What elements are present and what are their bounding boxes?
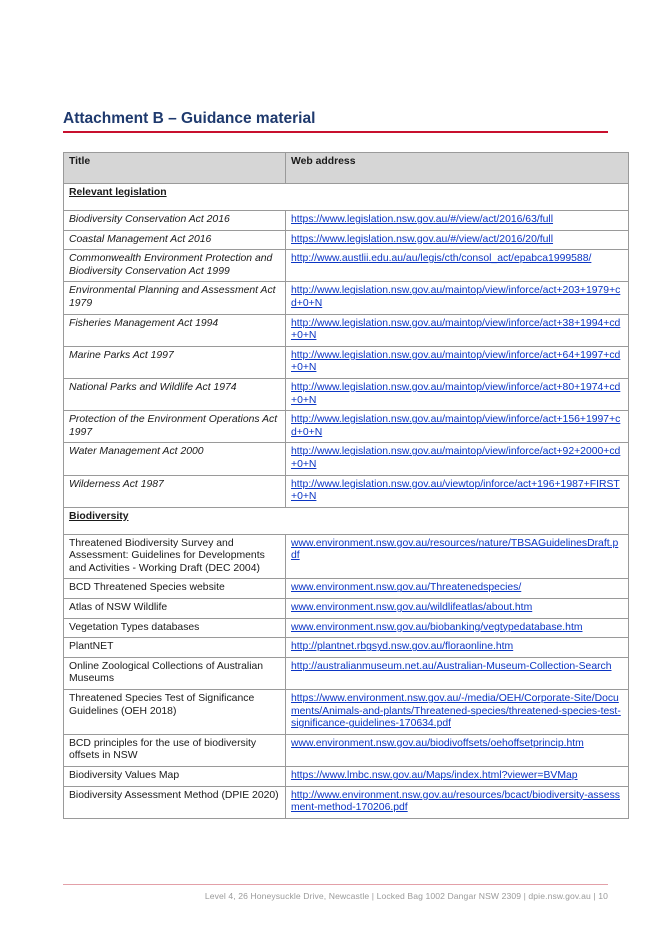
- row-web-address: [286, 767, 629, 787]
- relevant-legislation-heading: Relevant legislation: [64, 184, 629, 211]
- table-row: [64, 638, 629, 658]
- web-address-link[interactable]: http://www.environment.nsw.gov.au/resources/bcact/biodiversity-assessment-method-170206.pdf: [291, 789, 620, 814]
- row-title: Fisheries Management Act 1994: [64, 314, 286, 346]
- row-title: Protection of the Environment Operations Act 1997: [64, 411, 286, 443]
- web-address-link[interactable]: http://www.legislation.nsw.gov.au/viewtop/inforce/act+196+1987+FIRST+0+N: [291, 478, 620, 503]
- row-title: Online Zoological Collections of Australian Museums: [64, 657, 286, 689]
- table-row: [64, 475, 629, 507]
- web-address-link[interactable]: https://www.legislation.nsw.gov.au/#/view/act/2016/20/full: [291, 233, 554, 245]
- row-web-address: [286, 443, 629, 475]
- row-web-address: [286, 690, 629, 735]
- row-web-address: [286, 211, 629, 231]
- table-row: [64, 599, 629, 619]
- row-title: Vegetation Types databases: [64, 618, 286, 638]
- web-address-link[interactable]: https://www.lmbc.nsw.gov.au/Maps/index.html?viewer=BVMap: [291, 770, 578, 781]
- row-web-address: [286, 638, 629, 658]
- table-row: [64, 282, 629, 314]
- row-title: Biodiversity Conservation Act 2016: [64, 211, 286, 231]
- row-title: BCD principles for the use of biodiversity offsets in NSW: [64, 734, 286, 766]
- web-address-link[interactable]: http://www.legislation.nsw.gov.au/maintop/view/inforce/act+92+2000+cd+0+N: [291, 446, 621, 470]
- table-row: [64, 211, 629, 231]
- row-web-address: [286, 786, 629, 818]
- table-row: [64, 734, 629, 766]
- row-web-address: [286, 346, 629, 378]
- biodiversity-heading: Biodiversity: [64, 507, 629, 534]
- header-title: Title: [64, 153, 286, 184]
- row-web-address: [286, 657, 629, 689]
- row-web-address: [286, 378, 629, 410]
- heading-divider: [63, 131, 608, 133]
- web-address-link[interactable]: http://www.austlii.edu.au/au/legis/cth/consol_act/epabca1999588/: [291, 253, 592, 265]
- table-row: [64, 657, 629, 689]
- web-address-link[interactable]: http://www.legislation.nsw.gov.au/maintop/view/inforce/act+156+1997+cd+0+N: [291, 414, 621, 438]
- biodiversity-row: [64, 507, 629, 534]
- row-web-address: [286, 250, 629, 282]
- table-header-row: [64, 153, 629, 184]
- table-row: [64, 534, 629, 579]
- table-row: [64, 314, 629, 346]
- row-web-address: [286, 314, 629, 346]
- row-title: Marine Parks Act 1997: [64, 346, 286, 378]
- row-web-address: [286, 282, 629, 314]
- table-row: [64, 378, 629, 410]
- row-title: PlantNET: [64, 638, 286, 658]
- web-address-link[interactable]: http://www.legislation.nsw.gov.au/maintop/view/inforce/act+38+1994+cd+0+N: [291, 317, 621, 342]
- web-address-link[interactable]: www.environment.nsw.gov.au/resources/nature/TBSAGuidelinesDraft.pdf: [291, 537, 619, 562]
- row-title: Biodiversity Assessment Method (DPIE 2020): [64, 786, 286, 818]
- web-address-link[interactable]: www.environment.nsw.gov.au/biobanking/vegtypedatabase.htm: [291, 621, 583, 633]
- row-title: Commonwealth Environment Protection and Biodiversity Conservation Act 1999: [64, 250, 286, 282]
- guidance-table: [63, 152, 629, 819]
- web-address-link[interactable]: www.environment.nsw.gov.au/Threatenedspecies/: [291, 582, 522, 594]
- table-row: [64, 230, 629, 250]
- row-web-address: [286, 534, 629, 579]
- page-heading: Attachment B – Guidance material: [63, 110, 316, 127]
- web-address-link[interactable]: www.environment.nsw.gov.au/wildlifeatlas/about.htm: [291, 602, 533, 614]
- page-footer: Level 4, 26 Honeysuckle Drive, Newcastle | Locked Bag 1002 Dangar NSW 2309 | dpie.nsw.gov.au | 10: [204, 891, 608, 901]
- table-row: [64, 346, 629, 378]
- row-title: Water Management Act 2000: [64, 443, 286, 475]
- table-row: [64, 411, 629, 443]
- web-address-link[interactable]: http://www.legislation.nsw.gov.au/maintop/view/inforce/act+80+1974+cd+0+N: [291, 381, 621, 406]
- table-row: [64, 443, 629, 475]
- relevant-legislation-row: [64, 184, 629, 211]
- row-title: Wilderness Act 1987: [64, 475, 286, 507]
- web-address-link[interactable]: www.environment.nsw.gov.au/biodivoffsets/oehoffsetprincip.htm: [291, 737, 584, 749]
- row-web-address: [286, 734, 629, 766]
- row-web-address: [286, 475, 629, 507]
- table-row: [64, 786, 629, 818]
- table-row: [64, 767, 629, 787]
- header-web-address: Web address: [286, 153, 629, 184]
- row-title: BCD Threatened Species website: [64, 579, 286, 599]
- web-address-link[interactable]: http://www.legislation.nsw.gov.au/maintop/view/inforce/act+203+1979+cd+0+N: [291, 285, 621, 309]
- web-address-link[interactable]: http://australianmuseum.net.au/Australian-Museum-Collection-Search: [291, 660, 612, 672]
- row-web-address: [286, 230, 629, 250]
- row-web-address: [286, 618, 629, 638]
- row-title: Threatened Biodiversity Survey and Assessment: Guidelines for Developments and Activities - Working Draft (DEC 2004): [64, 534, 286, 579]
- web-address-link[interactable]: http://www.legislation.nsw.gov.au/maintop/view/inforce/act+64+1997+cd+0+N: [291, 349, 621, 374]
- web-address-link[interactable]: https://www.environment.nsw.gov.au/-/media/OEH/Corporate-Site/Documents/Animals-and-plants/Threatened-species/threatened-species-test-significance-guidelines-170634.pdf: [291, 693, 621, 730]
- row-title: Environmental Planning and Assessment Act 1979: [64, 282, 286, 314]
- row-web-address: [286, 599, 629, 619]
- web-address-link[interactable]: https://www.legislation.nsw.gov.au/#/view/act/2016/63/full: [291, 214, 554, 225]
- row-title: Threatened Species Test of Significance Guidelines (OEH 2018): [64, 690, 286, 735]
- row-title: Biodiversity Values Map: [64, 767, 286, 787]
- table-row: [64, 690, 629, 735]
- table-row: [64, 618, 629, 638]
- row-title: Atlas of NSW Wildlife: [64, 599, 286, 619]
- table-row: [64, 250, 629, 282]
- row-title: Coastal Management Act 2016: [64, 230, 286, 250]
- web-address-link[interactable]: http://plantnet.rbgsyd.nsw.gov.au/floraonline.htm: [291, 641, 514, 653]
- footer-divider: [63, 884, 608, 885]
- row-web-address: [286, 579, 629, 599]
- row-title: National Parks and Wildlife Act 1974: [64, 378, 286, 410]
- row-web-address: [286, 411, 629, 443]
- table-row: [64, 579, 629, 599]
